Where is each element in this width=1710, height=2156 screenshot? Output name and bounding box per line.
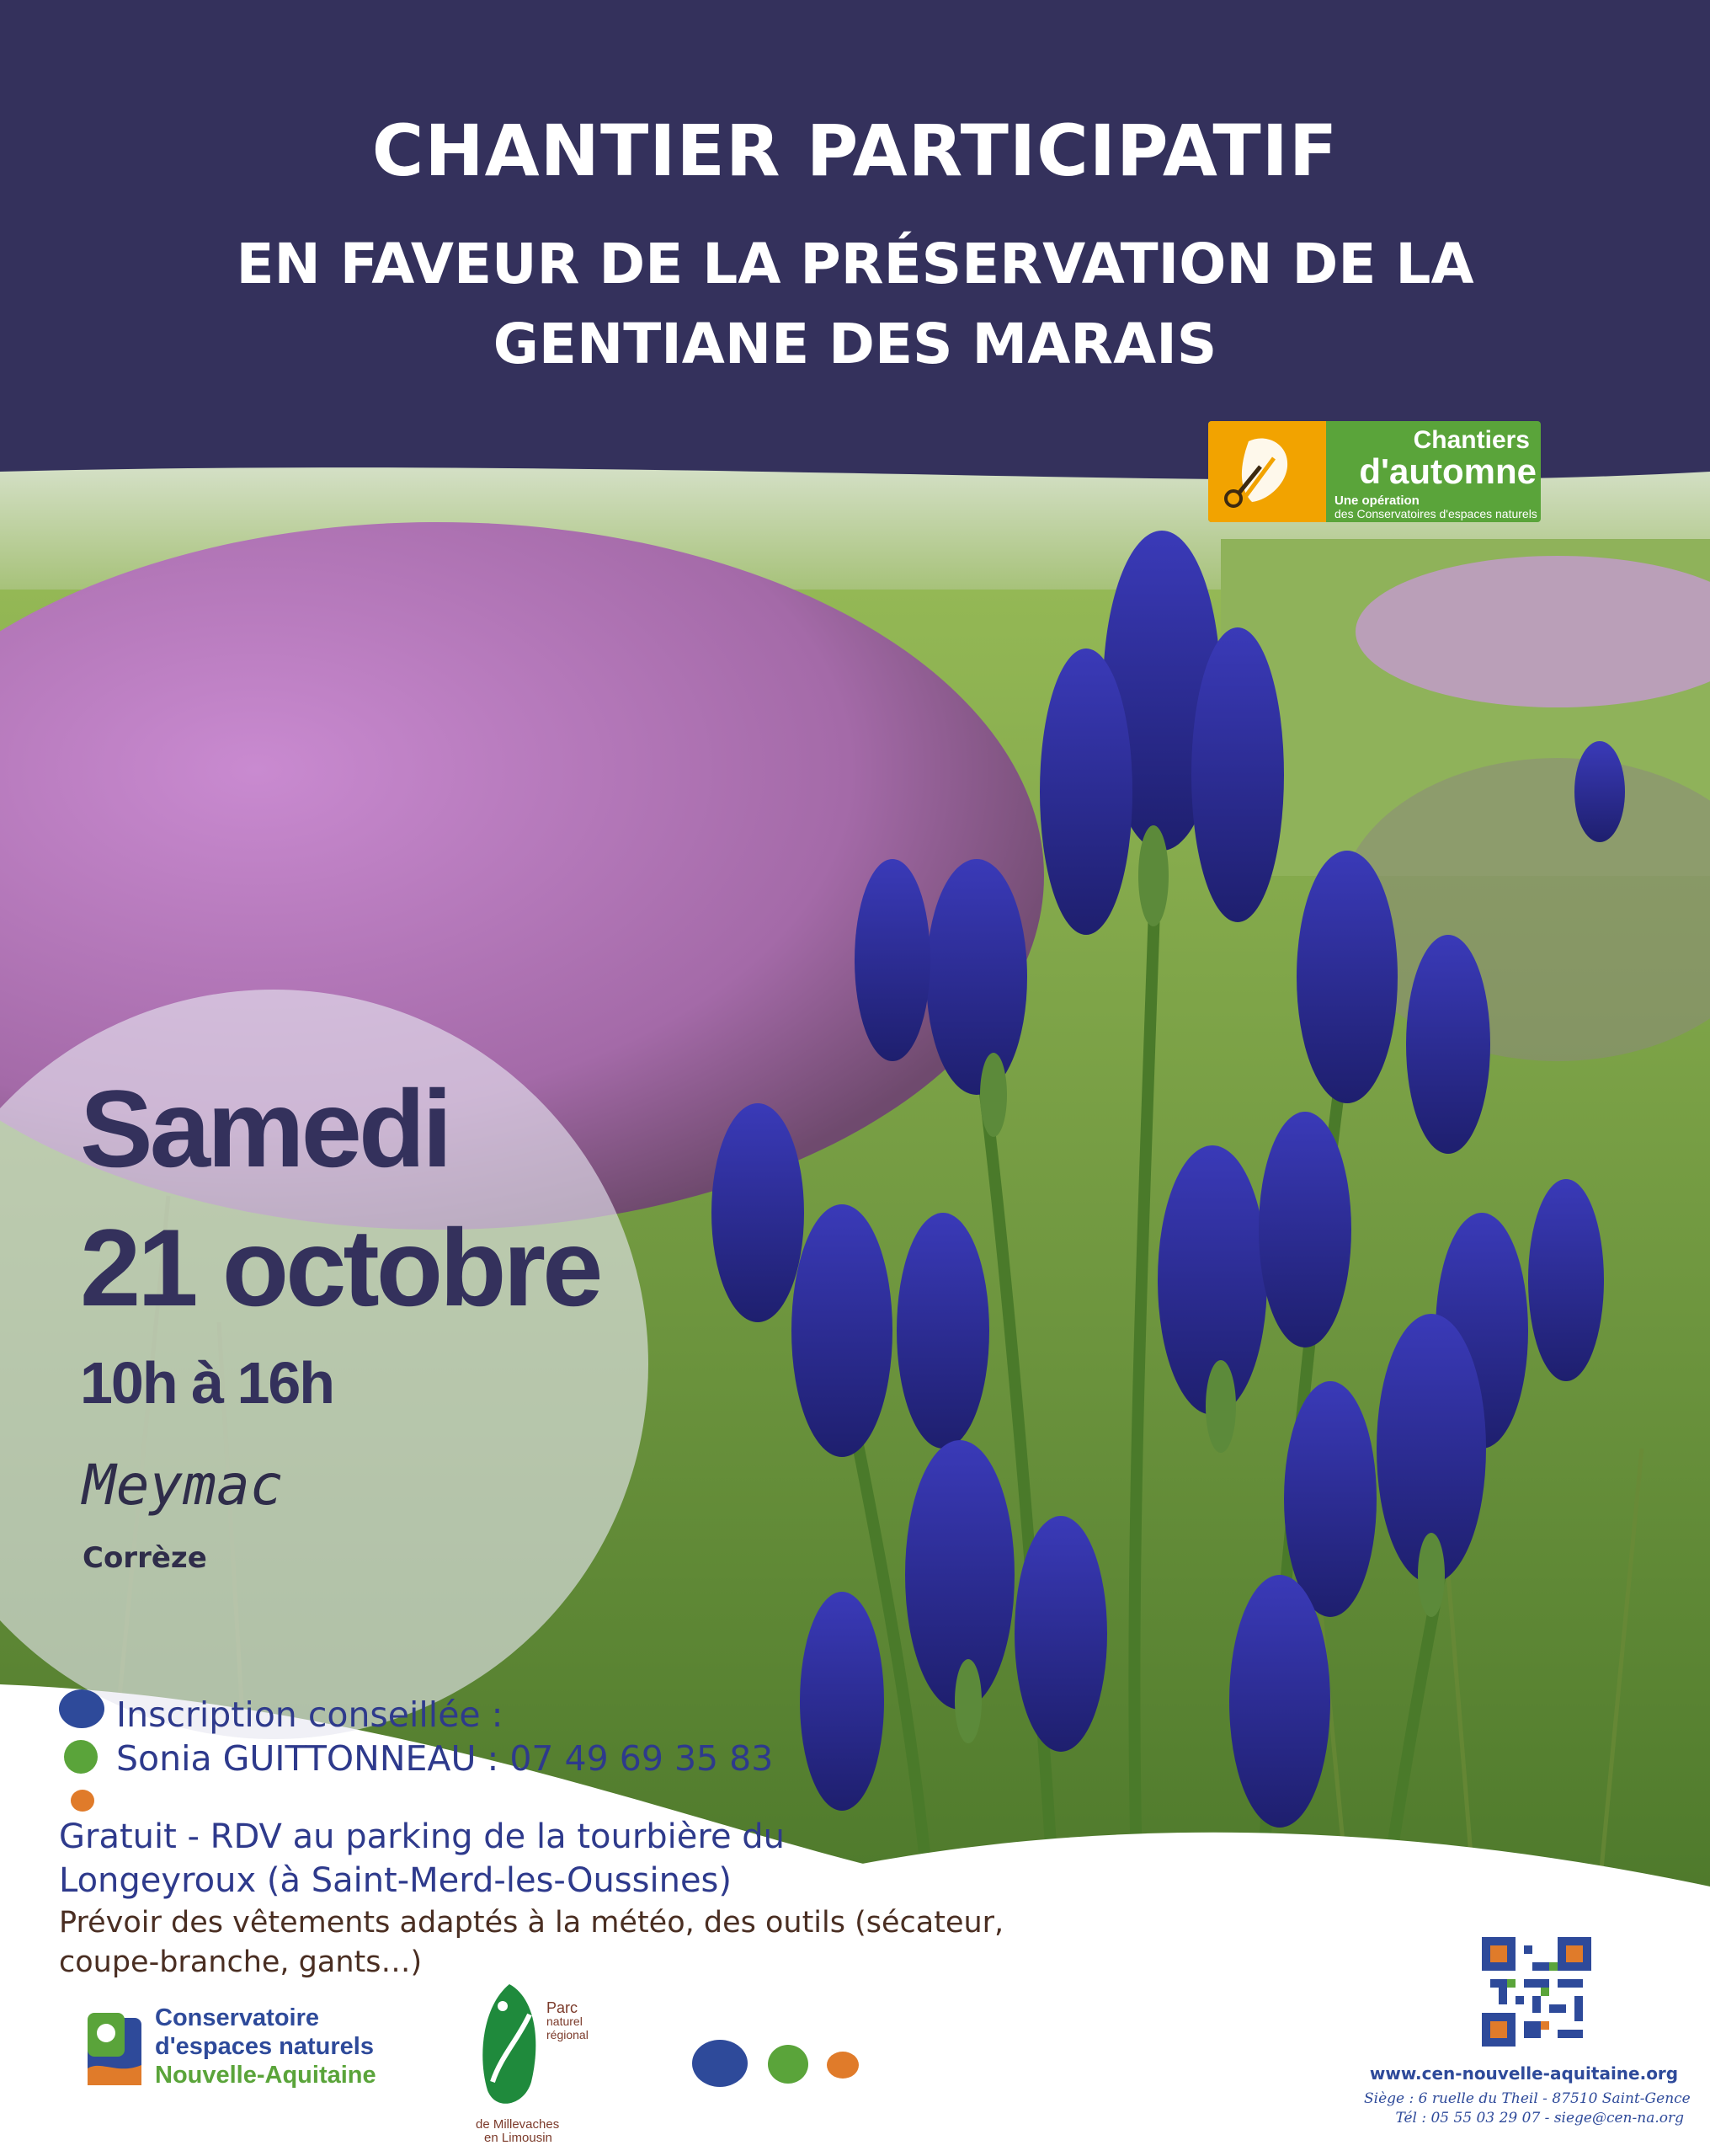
pnr-logo-line-5: en Limousin bbox=[484, 2131, 552, 2145]
bring-line-2: coupe-branche, gants…) bbox=[59, 1945, 423, 1979]
footer-dot-orange bbox=[827, 2052, 859, 2079]
event-day: Samedi bbox=[80, 1067, 450, 1190]
bullet-dot-blue bbox=[59, 1689, 104, 1728]
pnr-logo-line-3: régional bbox=[546, 2028, 589, 2041]
contact-details-text: Tél : 05 55 03 29 07 - siege@cen-na.org bbox=[1395, 2110, 1684, 2127]
meeting-line-1: Gratuit - RDV au parking de la tourbière du bbox=[59, 1817, 786, 1856]
pnr-logo-icon bbox=[476, 1981, 543, 2116]
cen-logo-line-3: Nouvelle-Aquitaine bbox=[155, 2062, 376, 2089]
title-line-1: CHANTIER PARTICIPATIF bbox=[371, 109, 1339, 192]
event-time: 10h à 16h bbox=[80, 1350, 334, 1416]
footer-dot-green bbox=[768, 2045, 808, 2084]
footer-dot-blue bbox=[692, 2040, 748, 2087]
cen-logo-icon bbox=[84, 2009, 148, 2090]
registration-text: Inscription conseillée : bbox=[116, 1694, 503, 1735]
bullet-dot-orange bbox=[71, 1790, 94, 1812]
pnr-logo-line-4: de Millevaches bbox=[476, 2117, 560, 2132]
cen-logo-line-2: d'espaces naturels bbox=[155, 2033, 374, 2060]
pnr-logo-line-1: Parc bbox=[546, 1999, 578, 2016]
pnr-millevaches-logo bbox=[476, 1981, 589, 2149]
pnr-logo-line-2: naturel bbox=[546, 2015, 583, 2028]
contact-text: Sonia GUITTONNEAU : 07 49 69 35 83 bbox=[116, 1738, 774, 1779]
bullet-dot-green bbox=[64, 1740, 98, 1774]
event-department: Corrèze bbox=[83, 1541, 207, 1575]
cen-logo bbox=[84, 2004, 413, 2097]
title-line-2: EN FAVEUR DE LA PRÉSERVATION DE LA bbox=[236, 232, 1474, 296]
event-city: Meymac bbox=[83, 1453, 284, 1518]
event-date: 21 octobre bbox=[80, 1206, 600, 1329]
chantiers-automne-badge bbox=[1208, 421, 1541, 522]
cen-logo-line-1: Conservatoire bbox=[155, 2004, 320, 2031]
oak-leaf-and-shears-icon bbox=[1223, 433, 1308, 510]
badge-subtitle-line-2: des Conservatoires d'espaces naturels bbox=[1334, 507, 1537, 520]
badge-subtitle-line-1: Une opération bbox=[1334, 494, 1420, 508]
title-line-3: GENTIANE DES MARAIS bbox=[493, 312, 1217, 376]
website-link[interactable]: www.cen-nouvelle-aquitaine.org bbox=[1369, 2063, 1679, 2084]
bring-line-1: Prévoir des vêtements adaptés à la météo, des outils (sécateur, bbox=[59, 1906, 1004, 1940]
qr-code-icon[interactable] bbox=[1482, 1937, 1591, 2047]
address-text: Siège : 6 ruelle du Theil - 87510 Saint-Gence bbox=[1364, 2090, 1691, 2107]
badge-icon-panel bbox=[1208, 421, 1326, 522]
badge-title-line-1: Chantiers bbox=[1413, 426, 1530, 454]
meeting-line-2: Longeyroux (à Saint-Merd-les-Oussines) bbox=[59, 1861, 732, 1900]
header-banner bbox=[0, 0, 1710, 472]
badge-title-line-2: d'automne bbox=[1359, 451, 1537, 491]
